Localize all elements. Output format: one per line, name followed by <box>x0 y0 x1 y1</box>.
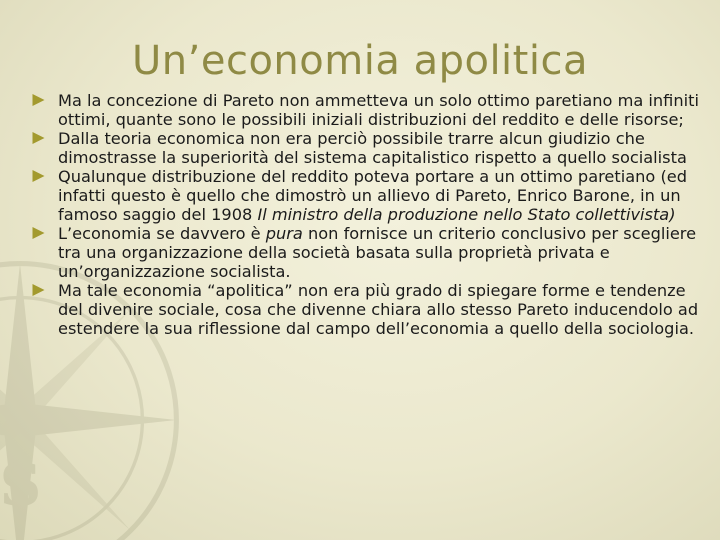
triangle-right-icon <box>32 226 45 240</box>
bullet-text: Dalla teoria economica non era perciò possibile trarre alcun giudizio che dimostrasse la superiorità del sistema capitalistico rispetto a quello socialista <box>58 129 687 167</box>
triangle-right-icon <box>32 131 45 145</box>
triangle-right-icon <box>32 169 45 183</box>
bullet-text: Ma tale economia “apolitica” non era più grado di spiegare forme e tendenze del divenire sociale, cosa che divenne chiara allo stesso Pareto inducendolo ad estendere la sua riflessione dal campo dell’economia a quello della sociologia. <box>58 281 699 338</box>
bullet-list <box>32 91 702 338</box>
svg-text:S: S <box>0 451 42 519</box>
bullet-text <box>58 224 702 281</box>
bullet-item <box>32 224 702 281</box>
bullet-item <box>32 129 702 167</box>
bullet-text: Ma la concezione di Pareto non ammetteva un solo ottimo paretiano ma infiniti ottimi, quante sono le possibili iniziali distribuzioni del reddito e delle risorse; <box>58 91 699 129</box>
book-title-italic: Il ministro della produzione nello Stato collettivista) <box>257 205 676 224</box>
bullet-text <box>58 167 702 224</box>
bullet-item <box>32 281 702 338</box>
bullet-item <box>32 91 702 129</box>
triangle-right-icon <box>32 283 45 297</box>
bullet-item <box>32 167 702 224</box>
triangle-right-icon <box>32 93 45 107</box>
emphasis-italic: pura <box>265 224 303 243</box>
bullet-text-plain: Qualunque distribuzione del reddito poteva portare a un ottimo paretiano (ed infatti questo è quello che dimostrò un allievo di Pareto, Enrico Barone, in un famoso saggio del 1908 <box>58 167 688 224</box>
bullet-text-plain: L’economia se davvero è <box>58 224 266 243</box>
bullet-text-plain: non fornisce un criterio conclusivo per scegliere tra una organizzazione della società basata sulla proprietà privata e un’organizzazione socialista. <box>58 224 697 281</box>
slide-title: Un’economia apolitica <box>132 38 588 84</box>
